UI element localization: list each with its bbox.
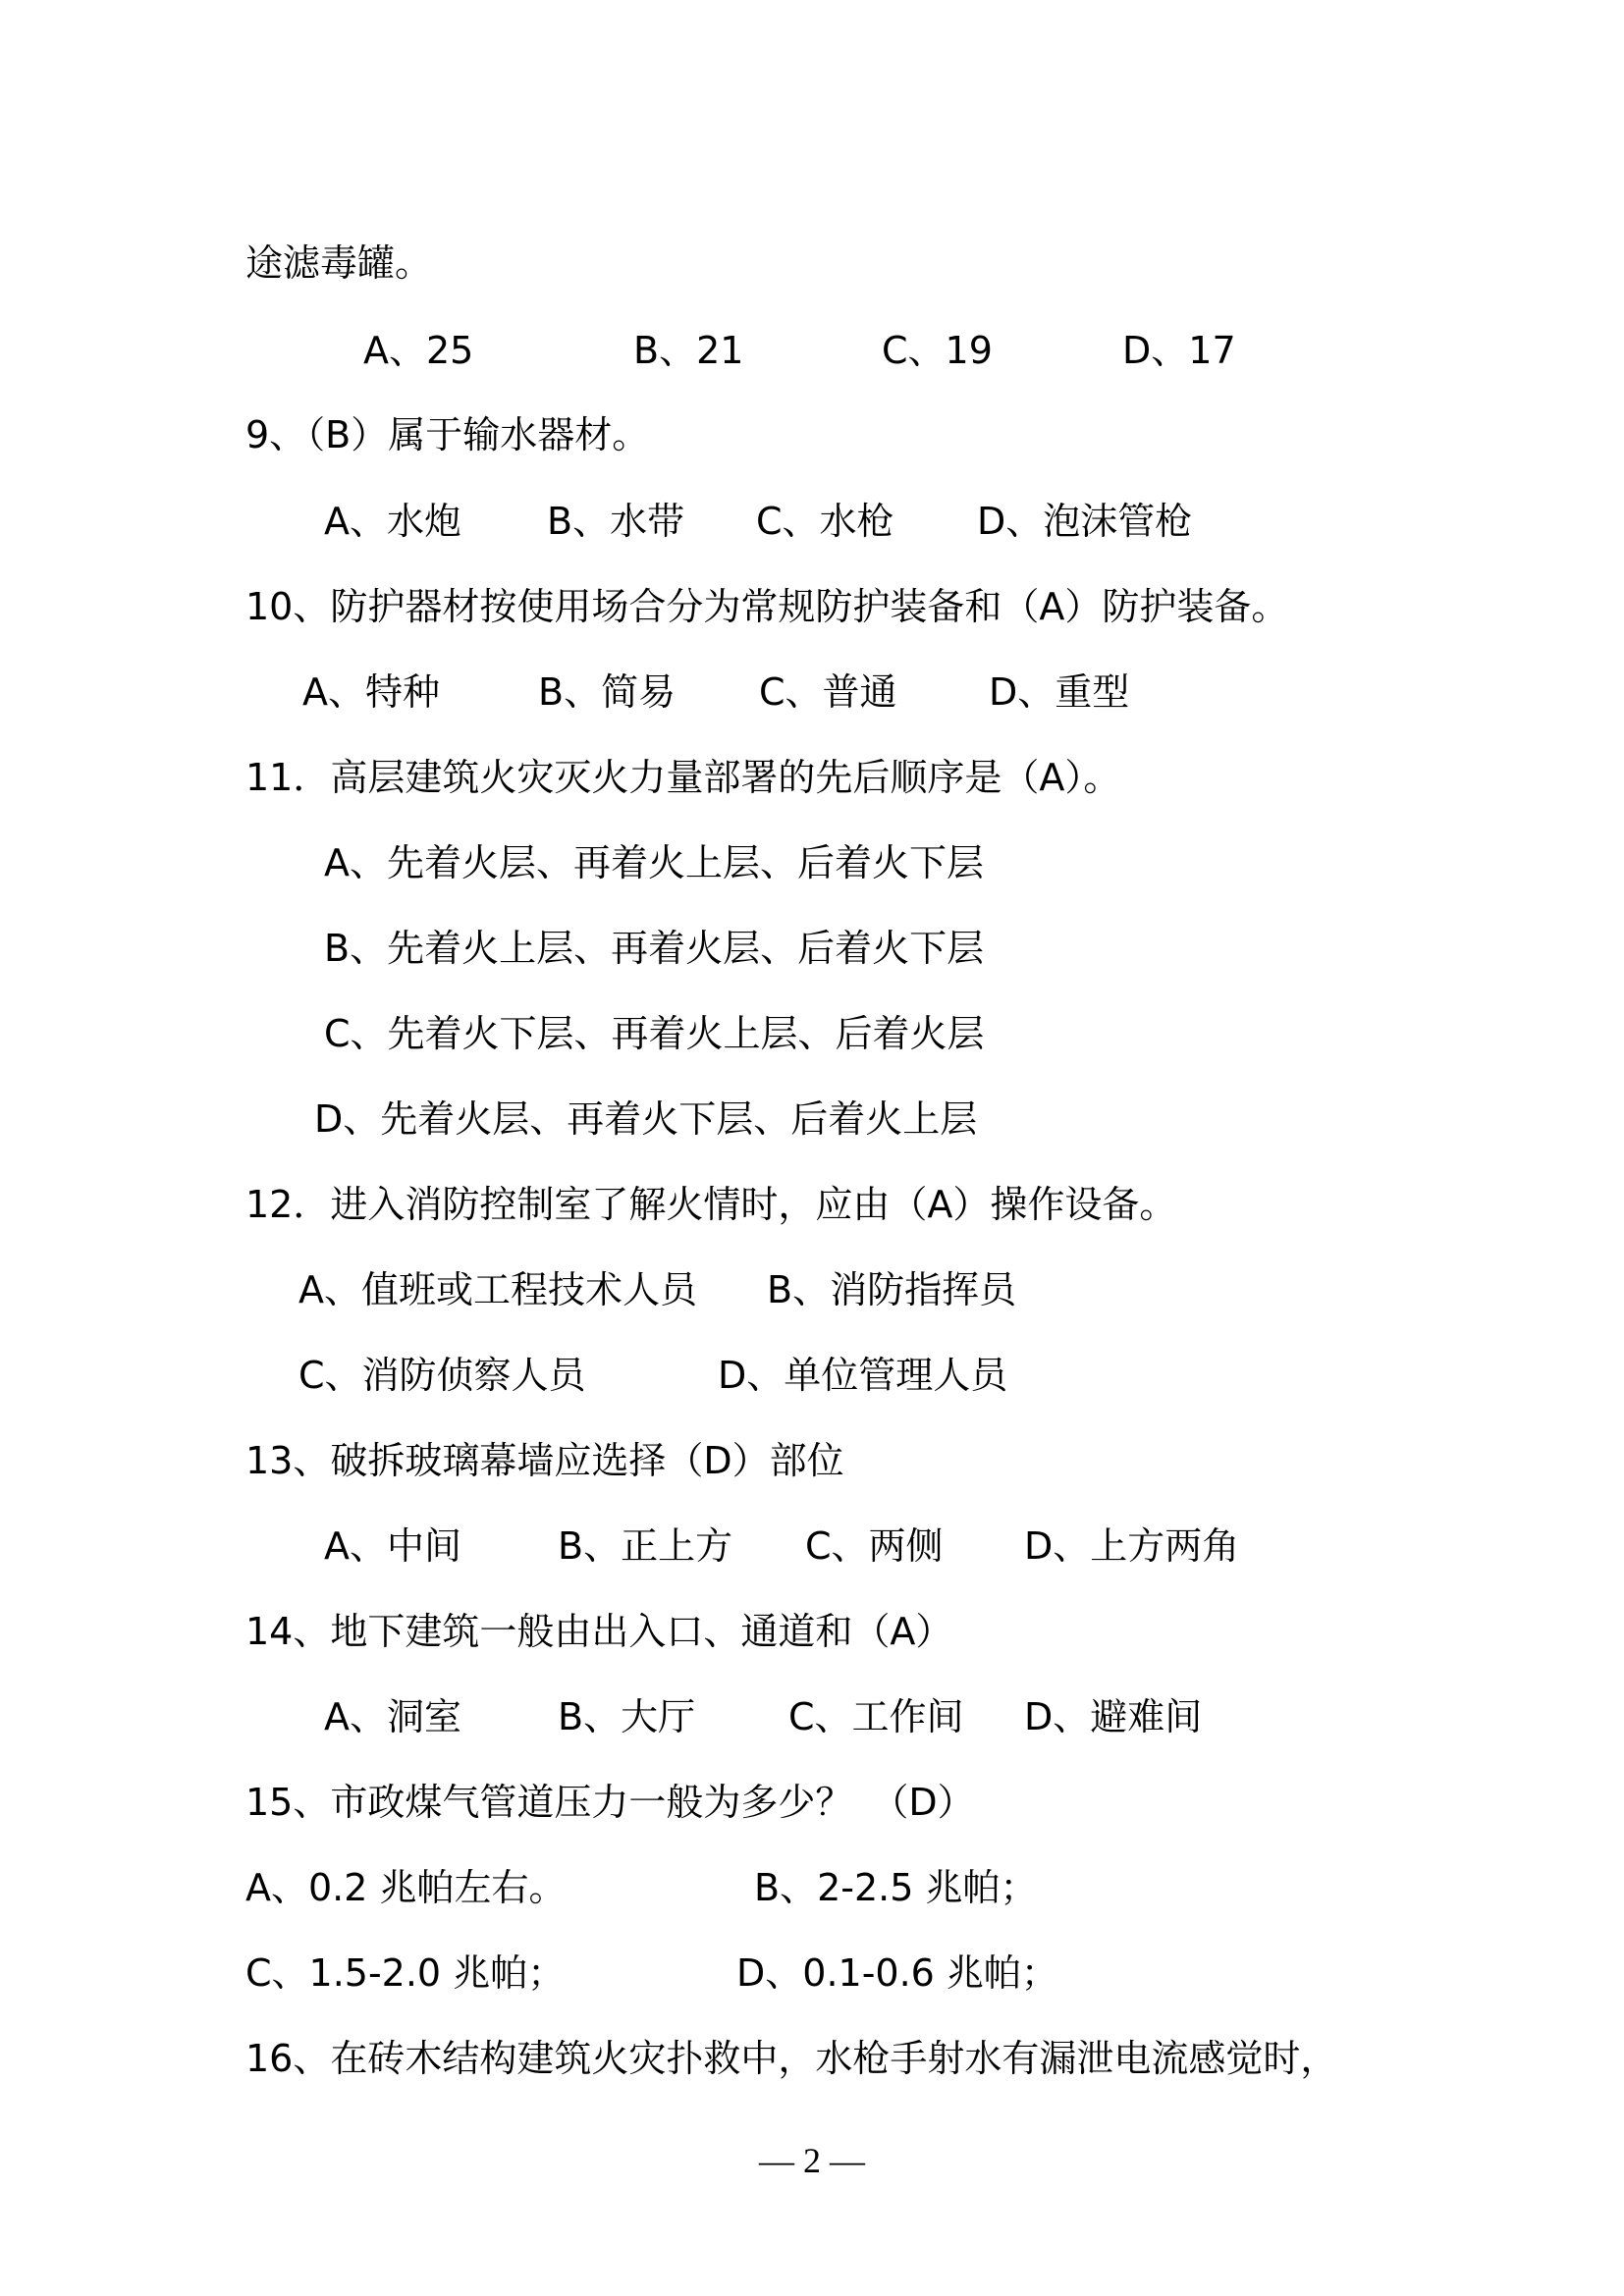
option: B、2-2.5 兆帕；	[754, 1866, 1038, 1909]
option: C、水枪	[756, 500, 894, 543]
option: D、泡沫管枪	[977, 500, 1193, 543]
option: C、普通	[759, 670, 897, 714]
option: D、先着火层、再着火下层、后着火上层	[314, 1097, 978, 1141]
page-number: — 2 —	[759, 2141, 865, 2180]
option: B、正上方	[558, 1524, 733, 1568]
question-stem: 9、（B）属于输水器材。	[245, 413, 650, 456]
option: C、消防侦察人员	[298, 1354, 586, 1397]
option: B、消防指挥员	[767, 1268, 1017, 1311]
question-stem: 11．高层建筑火灾灭火力量部署的先后顺序是（A）。	[245, 756, 1121, 799]
option: D、单位管理人员	[718, 1354, 1008, 1397]
option: D、重型	[989, 670, 1130, 714]
question-stem: 14、地下建筑一般由出入口、通道和（A）	[245, 1610, 953, 1653]
option: B、简易	[538, 670, 677, 714]
option: C、1.5-2.0 兆帕；	[245, 1951, 566, 1995]
option: C、19	[882, 329, 993, 372]
option: D、17	[1122, 329, 1236, 372]
option: A、特种	[302, 670, 440, 714]
option: A、0.2 兆帕左右。	[245, 1866, 567, 1909]
option: B、大厅	[558, 1695, 696, 1738]
option: A、中间	[324, 1524, 461, 1568]
option: B、先着火上层、再着火层、后着火下层	[324, 927, 985, 970]
option: A、25	[363, 329, 474, 372]
option: C、工作间	[788, 1695, 964, 1738]
option: A、洞室	[324, 1695, 461, 1738]
option: D、避难间	[1024, 1695, 1203, 1738]
continuation-text: 途滤毒罐。	[245, 241, 433, 285]
question-stem: 10、防护器材按使用场合分为常规防护装备和（A）防护装备。	[245, 585, 1289, 628]
question-stem: 16、在砖木结构建筑火灾扑救中，水枪手射水有漏泄电流感觉时，	[245, 2037, 1338, 2080]
option: B、21	[633, 329, 744, 372]
option: B、水带	[547, 500, 685, 543]
option: C、先着火下层、再着火上层、后着火层	[324, 1012, 985, 1055]
option: D、0.1-0.6 兆帕；	[736, 1951, 1058, 1995]
question-stem: 13、破拆玻璃幕墙应选择（D）部位	[245, 1439, 844, 1482]
option: A、先着火层、再着火上层、后着火下层	[324, 841, 984, 884]
question-stem: 15、市政煤气管道压力一般为多少？ （D）	[245, 1781, 975, 1824]
option: D、上方两角	[1024, 1524, 1240, 1568]
question-stem: 12．进入消防控制室了解火情时，应由（A）操作设备。	[245, 1183, 1177, 1226]
option: A、值班或工程技术人员	[298, 1268, 697, 1311]
option: A、水炮	[324, 500, 461, 543]
option: C、两侧	[805, 1524, 944, 1568]
